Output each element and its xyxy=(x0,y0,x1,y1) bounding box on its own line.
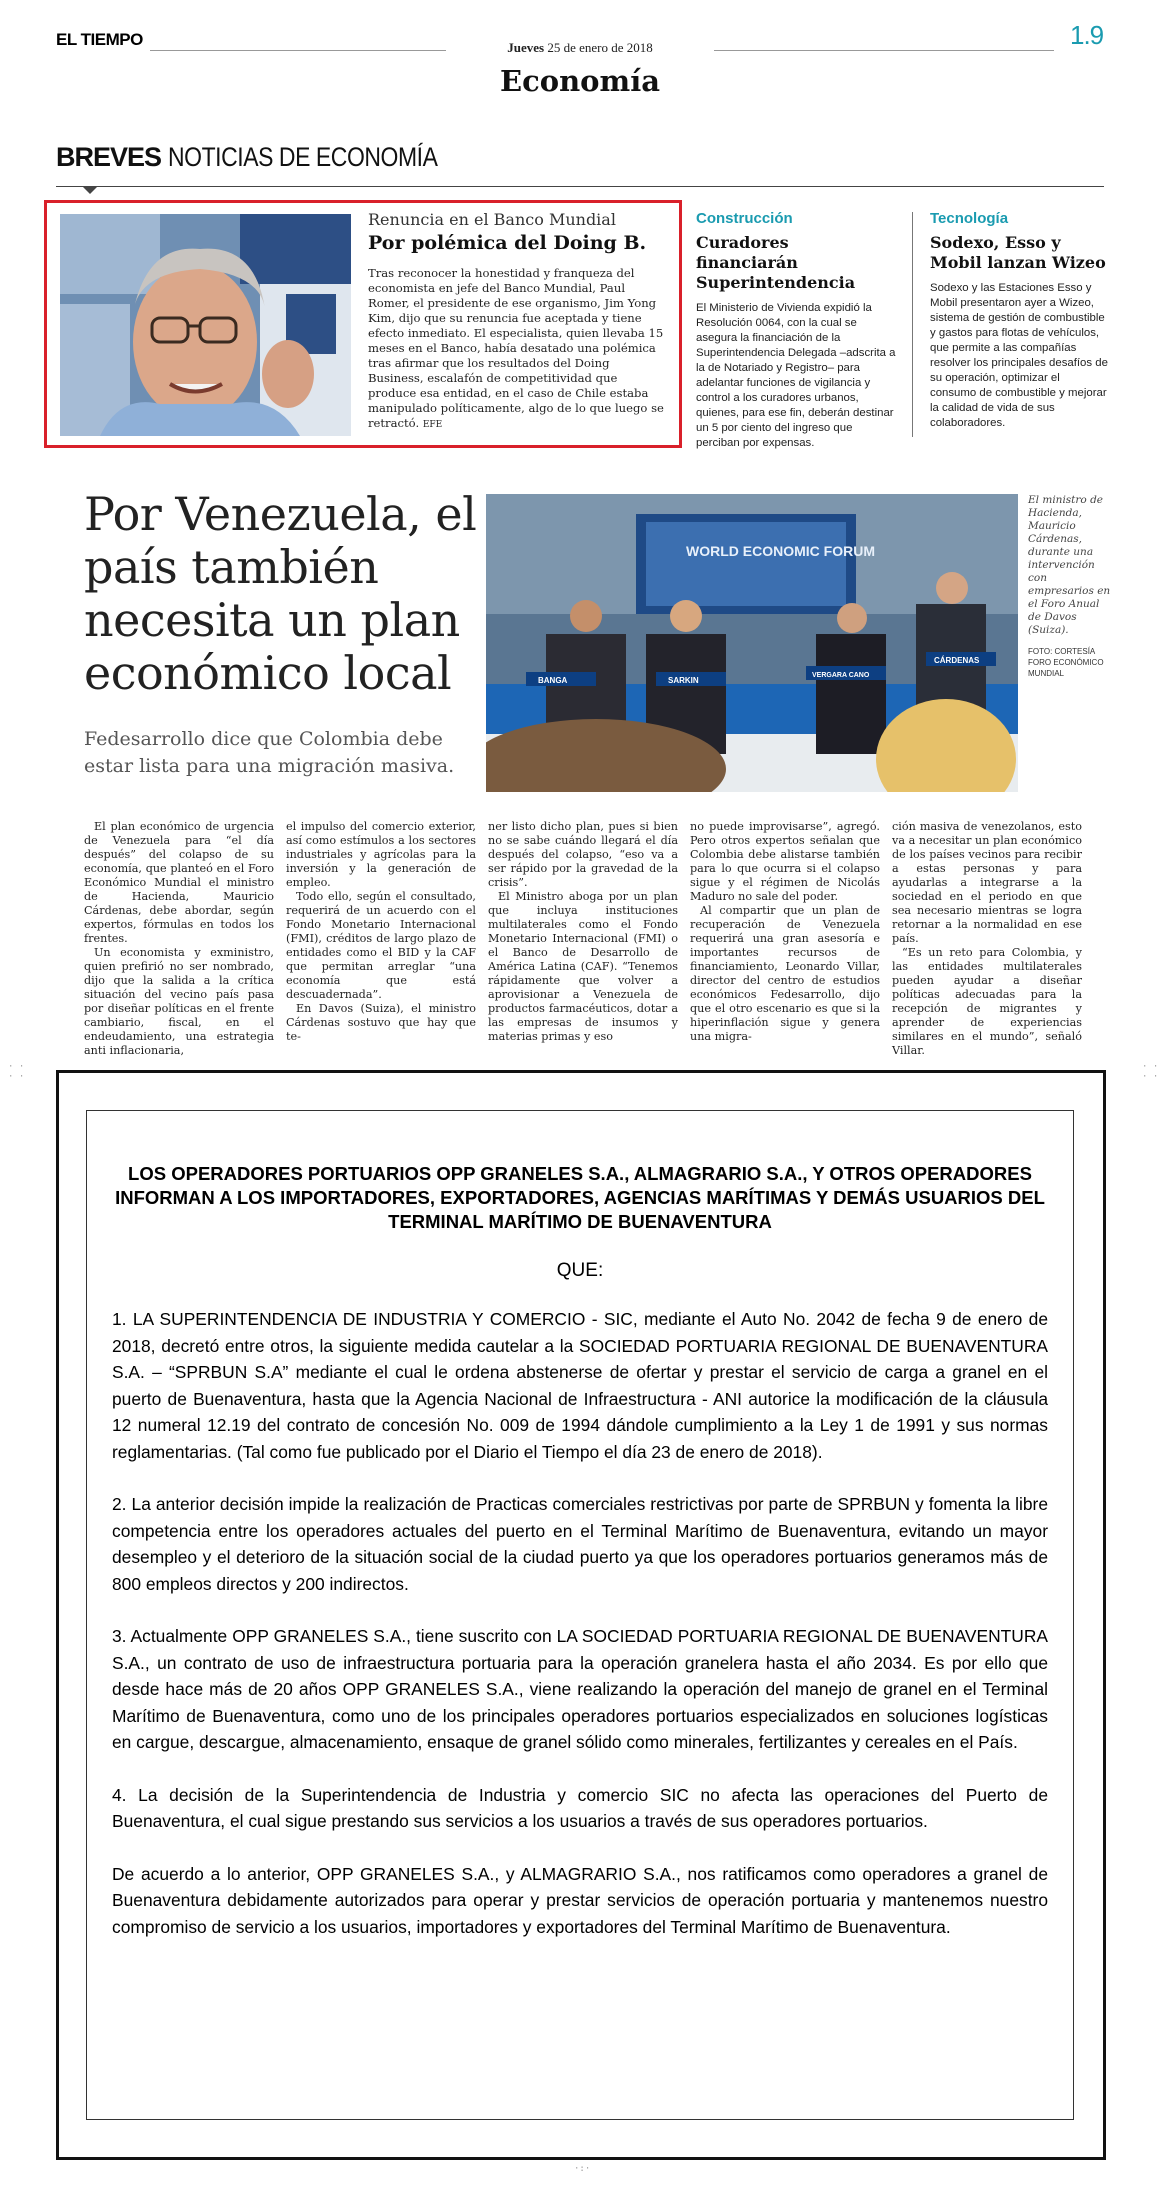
article-column-2 xyxy=(286,820,476,1044)
nameplate-1: BANGA xyxy=(538,676,568,685)
lead-brief-body xyxy=(368,266,668,433)
article-paragraph: Al compartir que un plan de recuperación de Venezuela requerirá una gran asesoría e importantes recursos de financiamiento, Leonardo Villar, director del centro de estudios económicos Fedesarrollo, dijo que el otro escenario es que si la hiperinflación sigue y genera una migra- xyxy=(690,904,880,1043)
issue-date xyxy=(446,40,714,56)
breves-label-rest: NOTICIAS DE ECONOMÍA xyxy=(168,142,438,172)
breves-label-bold: BREVES xyxy=(56,142,162,172)
advertisement-paragraph: 4. La decisión de la Superintendencia de Industria y comercio SIC no afecta las operaciones del Puerto de Buenaventura, el cual sigue prestando sus servicios a los usuarios a través de sus operadores portuarios. xyxy=(112,1784,1048,1831)
advertisement-title: LOS OPERADORES PORTUARIOS OPP GRANELES S.A., ALMAGRARIO S.A., Y OTROS OPERADORES INFORMAN A LOS IMPORTADORES, EXPORTADORES, AGENCIAS MARÍTIMAS Y DEMÁS USUARIOS DEL TERMINAL MARÍTIMO DE BUENAVENTURA xyxy=(115,1163,1045,1232)
article-column-3 xyxy=(488,820,678,1044)
brief-kicker: Construcción xyxy=(696,210,793,227)
breves-label xyxy=(56,142,485,173)
lead-brief-signature: EFE xyxy=(422,420,443,430)
paul-romer-photo xyxy=(60,214,351,436)
advertisement-paragraph: De acuerdo a lo anterior, OPP GRANELES S.A., y ALMAGRARIO S.A., nos ratificamos como operadores a granel de Buenaventura debidamente autorizados para operar y prestar servicios de operación portuaria y mantenemos nuestro compromiso de servicio a los usuarios, importadores y exportadores del Terminal Marítimo de Buenaventura. xyxy=(112,1863,1048,1937)
nameplate-4: CÁRDENAS xyxy=(934,656,980,665)
masthead: EL TIEMPO xyxy=(56,30,143,49)
photo-caption: El ministro de Hacienda, Mauricio Cárdenas, durante una intervención con empresarios en el Foro Anual de Davos (Suiza). xyxy=(1028,494,1111,636)
breves-rule xyxy=(56,186,1104,187)
article-headline: Por Venezuela, el país también necesita un plan económico local xyxy=(84,487,477,700)
advertisement-body xyxy=(112,1306,1048,1966)
article-paragraph: En Davos (Suiza), el ministro Cárdenas sostuvo que hay que te- xyxy=(286,1002,476,1043)
section-title: Economía xyxy=(499,64,661,98)
article-paragraph: ción masiva de venezolanos, esto va a necesitar un plan económico de los países vecinos para recibir a estas personas y para ayudarlas a integrarse a la sociedad en el periodo en que sea necesario mientras se logra retornar a la normalidad en ese país. xyxy=(892,820,1082,945)
screen-text: WORLD ECONOMIC FORUM xyxy=(686,543,875,559)
issue-date-rest: 25 de enero de 2018 xyxy=(547,40,653,55)
lead-brief-kicker: Renuncia en el Banco Mundial xyxy=(368,210,616,229)
advertisement-paragraph: 1. LA SUPERINTENDENCIA DE INDUSTRIA Y COMERCIO - SIC, mediante el Auto No. 2042 de fecha 9 de enero de 2018, decretó entre otros, la siguiente medida cautelar a la SOCIEDAD PORTUARIA REGIONAL DE BUENAVENTURA S.A. – “SPRBUN S.A” mediante el cual le ordena abstenerse de ofertar y prestar el servicio de carga a granel en el puerto de Buenaventura, hasta que la Agencia Nacional de Infraestructura - ANI autorice la modificación de la cláusula 12 numeral 12.19 del contrato de concesión No. 009 de 1994 dándole cumplimiento a la Ley 1 de 1991 y sus normas reglamentarias. (Tal como fue publicado por el Diario el Tiempo el día 23 de enero de 2018). xyxy=(112,1309,1048,1462)
brief-construccion xyxy=(696,210,896,451)
article-paragraph: El Ministro aboga por un plan que incluya instituciones multilaterales como el Fondo Monetario Internacional (FMI) o el Banco de Desarrollo de América Latina (CAF). “Tenemos rápidamente que volver a aprovisionar a Venezuela de productos farmacéuticos, dotar a las empresas de insumos y materias primas y eso xyxy=(488,890,678,1043)
lead-brief-headline: Por polémica del Doing B. xyxy=(368,232,647,254)
article-paragraph: El plan económico de urgencia de Venezuela para “el día después” del colapso de su economía, que planteó en el Foro Económico Mundial el ministro de Hacienda, Mauricio Cárdenas, debe abordar, según expertos, fórmulas en todos los frentes. xyxy=(84,820,274,945)
page-number: 1.9 xyxy=(1070,20,1104,50)
article-column-5 xyxy=(892,820,1082,1058)
advertisement-que: QUE: xyxy=(556,1260,604,1281)
article-paragraph: no puede improvisarse”, agregó. Pero otros expertos señalan que Colombia debe alistarse también para lo que ocurra si el colapso sigue y el régimen de Nicolás Maduro no sale del poder. xyxy=(690,820,880,903)
brief-body: Sodexo y las Estaciones Esso y Mobil presentaron ayer a Wizeo, sistema de gestión de combustible y gastos para flotas de vehículos, que permite a las compañías resolver los principales desafíos de su operación, optimizar el consumo de combustible y mejorar la calidad de vida de sus colaboradores. xyxy=(930,282,1108,429)
article-paragraph: “Es un reto para Colombia, y las entidades multilaterales pueden ayudar a diseñar políticas adecuadas para la recepción de migrantes y aprender de experiencias similares en el mundo”, señaló Villar. xyxy=(892,946,1082,1057)
article-subhead: Fedesarrollo dice que Colombia debe estar lista para una migración masiva. xyxy=(84,728,455,777)
article-column-1 xyxy=(84,820,274,1058)
nameplate-3: VERGARA CANO xyxy=(812,672,870,679)
crop-mark-left: · · · · xyxy=(8,1062,25,1082)
davos-forum-photo xyxy=(486,494,1018,792)
article-paragraph: Todo ello, según el consultado, requerirá de un acuerdo con el Fondo Monetario Internacional (FMI), créditos de largo plazo de entidades como el BID y la CAF que permitan arreglar “una economía que está descuadernada”. xyxy=(286,890,476,1001)
breves-notch xyxy=(82,186,98,194)
crop-mark-right: · · · · xyxy=(1142,1062,1159,1082)
nameplate-2: SARKIN xyxy=(668,676,699,685)
article-paragraph: ner listo dicho plan, pues si bien no se sabe cuándo llegará el día después del colapso, “eso va a ser rápido por la gravedad de la crisis”. xyxy=(488,820,678,889)
brief-body: El Ministerio de Vivienda expidió la Resolución 0064, con la cual se asegura la financiación de la Superintendencia Delegada –adscrita a la de Notariado y Registro– para adelantar funciones de vigilancia y control a los curadores urbanos, quienes, para ese fin, deberán destinar un 5 por ciento del ingreso que perciban por expensas. xyxy=(696,302,896,449)
photo-credit: FOTO: CORTESÍA FORO ECONÓMICO MUNDIAL xyxy=(1028,647,1104,678)
lead-brief-text: Tras reconocer la honestidad y franqueza del economista en jefe del Banco Mundial, Paul Romer, el presidente de ese organismo, Jim Yong Kim, dijo que su renuncia fue aceptada y tiene efecto inmediato. El especialista, quien llevaba 15 meses en el Banco, había desatado una polémica tras afirmar que los resultados del Doing Business, escalafón de competitividad que produce esa entidad, en el caso de Chile estaba manipulado políticamente, algo de lo que luego se retractó. xyxy=(368,266,664,430)
crop-mark-bottom: ·:· xyxy=(574,2164,591,2174)
article-paragraph: Un economista y exministro, quien prefirió no ser nombrado, dijo que la salida a la crítica situación del vecino país pasa por diseñar políticas en el frente cambiario, fiscal, en el endeudamiento, una estrategia anti inflacionaria, xyxy=(84,946,274,1057)
article-column-4 xyxy=(690,820,880,1044)
issue-date-day: Jueves xyxy=(507,40,545,55)
brief-tecnologia xyxy=(930,210,1108,431)
brief-divider xyxy=(912,212,913,437)
header-rule-right xyxy=(714,50,1054,51)
advertisement-paragraph: 2. La anterior decisión impide la realización de Practicas comerciales restrictivas por parte de SPRBUN y fomenta la libre competencia entre los operadores actuales del puerto en el Terminal Marítimo de Buenaventura, evitando un mayor desempleo y el deterioro de la situación social de la ciudad puerto ya que los operadores portuarios generamos más de 800 empleos directos y 200 indirectos. xyxy=(112,1494,1048,1594)
brief-kicker: Tecnología xyxy=(930,210,1009,227)
header-rule-left xyxy=(150,50,446,51)
advertisement-paragraph: 3. Actualmente OPP GRANELES S.A., tiene suscrito con LA SOCIEDAD PORTUARIA REGIONAL DE BUENAVENTURA S.A., un contrato de uso de infraestructura portuaria para la operación granelera hasta el año 2034. Es por ello que desde hace más de 20 años OPP GRANELES S.A., viene realizando la operación del manejo de granel en el Terminal Marítimo de Buenaventura, como uno de los principales operadores portuarios especializados en soluciones logísticas en cargue, descargue, almacenamiento, ensaque de granel sólido como minerales, fertilizantes y cereales en el País. xyxy=(112,1626,1048,1752)
article-paragraph: el impulso del comercio exterior, así como estímulos a los sectores industriales y agrícolas para la inversión y la generación de empleo. xyxy=(286,820,476,889)
brief-headline: Sodexo, Esso y Mobil lanzan Wizeo xyxy=(930,233,1106,272)
brief-headline: Curadores financiarán Superintendencia xyxy=(696,233,856,292)
